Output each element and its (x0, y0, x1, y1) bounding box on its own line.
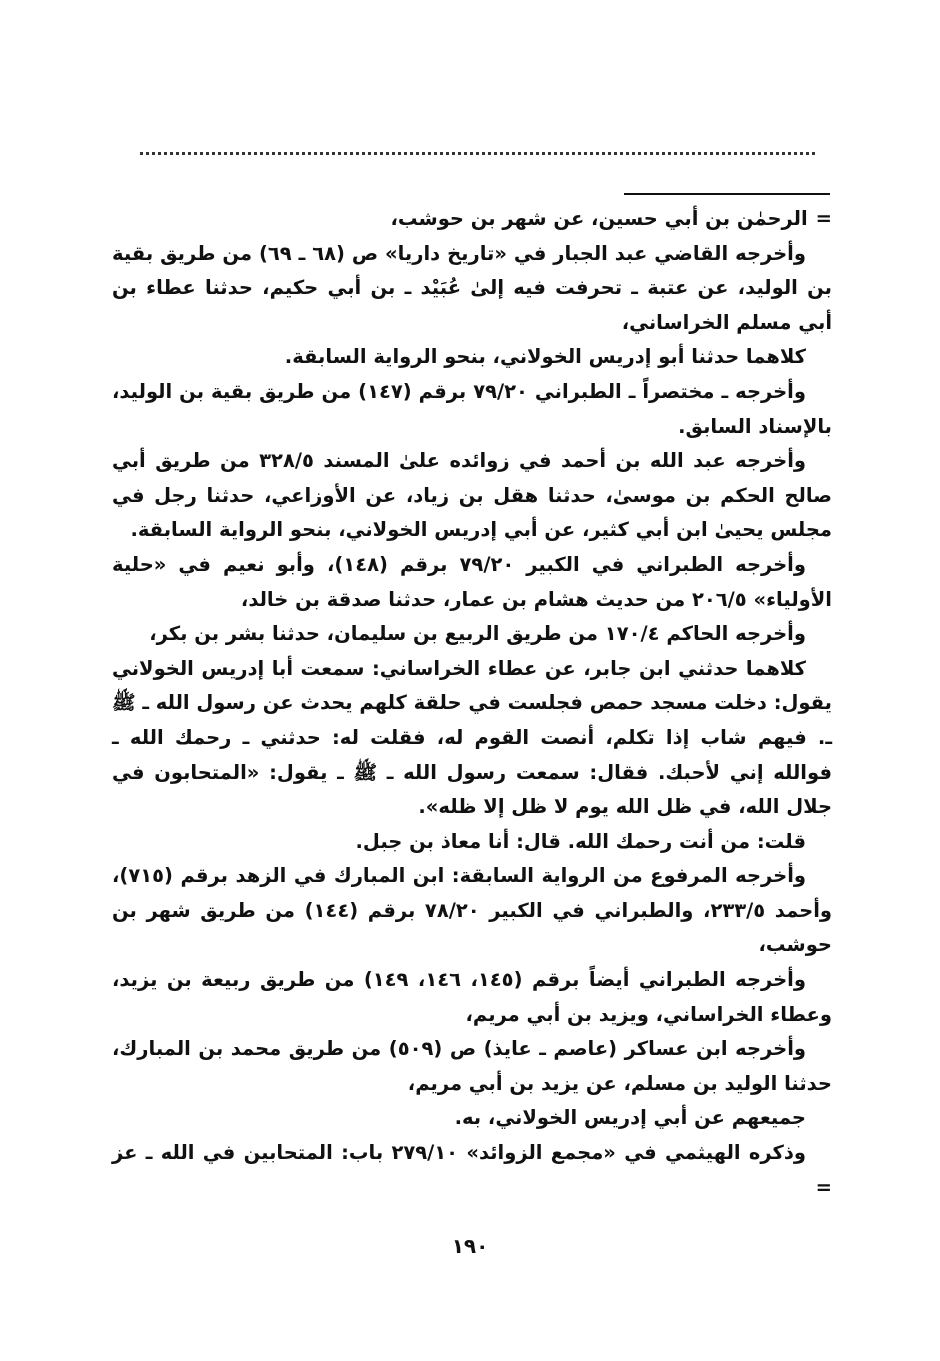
footnote-paragraph-5: وأخرجه الطبراني في الكبير ٧٩/٢٠ برقم (١٤٨)، وأبو نعيم في «حلية الأولياء» ٢٠٦/٥ من حديث هشام بن عمار، حدثنا صدقة بن خالد، (112, 552, 832, 611)
dotted-separator (140, 152, 815, 155)
footnote-paragraph-11: وأخرجه ابن عساكر (عاصم ـ عايذ) ص (٥٠٩) من طريق محمد بن المبارك، حدثنا الوليد بن مسلم، عن يزيد بن أبي مريم، (112, 1037, 832, 1095)
footnote-paragraph-4: وأخرجه عبد الله بن أحمد في زوائده علىٰ المسند ٣٢٨/٥ من طريق أبي صالح الحكم بن موسىٰ، حدثنا هقل بن زياد، عن الأوزاعي، حدثنا رجل في مجلس يحيىٰ ابن أبي كثير، عن أبي إدريس الخولاني، بنحو الرواية السابقة. (112, 449, 832, 542)
footnote-paragraph-0: =الرحمٰن بن أبي حسين، عن شهر بن حوشب، (390, 207, 832, 230)
footnote-paragraph-1: وأخرجه القاضي عبد الجبار في «تاريخ داريا» ص (٦٨ ـ ٦٩) من طريق بقية بن الوليد، عن عتبة ـ تحرفت فيه إلىٰ عُبَيْد ـ بن أبي حكيم، حدثنا عطاء بن أبي مسلم الخراساني، (112, 241, 832, 334)
footnote-paragraph-8: قلت: من أنت رحمك الله. قال: أنا معاذ بن جبل. (355, 829, 806, 853)
continuation-mark: = (815, 207, 832, 230)
footnote-paragraph-10: وأخرجه الطبراني أيضاً برقم (١٤٥، ١٤٦، ١٤٩) من طريق ربيعة بن يزيد، وعطاء الخراساني، ويزيد بن أبي مريم، (112, 968, 832, 1026)
footnote-text (112, 202, 832, 1205)
page-number: ١٩٠ (451, 1234, 489, 1258)
footnote-paragraph-2: كلاهما حدثنا أبو إدريس الخولاني، بنحو الرواية السابقة. (284, 345, 806, 369)
footnote-paragraph-6: وأخرجه الحاكم ١٧٠/٤ من طريق الربيع بن سليمان، حدثنا بشر بن بكر، (149, 622, 806, 646)
footnote-paragraph-3: وأخرجه ـ مختصراً ـ الطبراني ٧٩/٢٠ برقم (١٤٧) من طريق بقية بن الوليد، بالإسناد السابق. (112, 379, 832, 438)
footnote-paragraph-12: جميعهم عن أبي إدريس الخولاني، به. (454, 1106, 806, 1130)
footnote-rule (624, 193, 830, 195)
footnote-paragraph-7: كلاهما حدثني ابن جابر، عن عطاء الخراساني: سمعت أبا إدريس الخولاني يقول: دخلت مسجد حمص فجلست في حلقة كلهم يحدث عن رسول الله ـ ﷺ ـ. فيهم شاب إذا تكلم، أنصت القوم له، فقلت له: حدثني ـ رحمك الله ـ فوالله إني لأحبك. فقال: سمعت رسول الله ـ ﷺ ـ يقول: «المتحابون في جلال الله، في ظل الله يوم لا ظل إلا ظله». (112, 656, 832, 819)
footnote-paragraph-13: وذكره الهيثمي في «مجمع الزوائد» ٢٧٩/١٠ باب: المتحابين في الله ـ عز = (112, 1141, 832, 1199)
footnote-paragraph-9: وأخرجه المرفوع من الرواية السابقة: ابن المبارك في الزهد برقم (٧١٥)، وأحمد ٢٣٣/٥، والطبراني في الكبير ٧٨/٢٠ برقم (١٤٤) من طريق شهر بن حوشب، (112, 864, 832, 957)
